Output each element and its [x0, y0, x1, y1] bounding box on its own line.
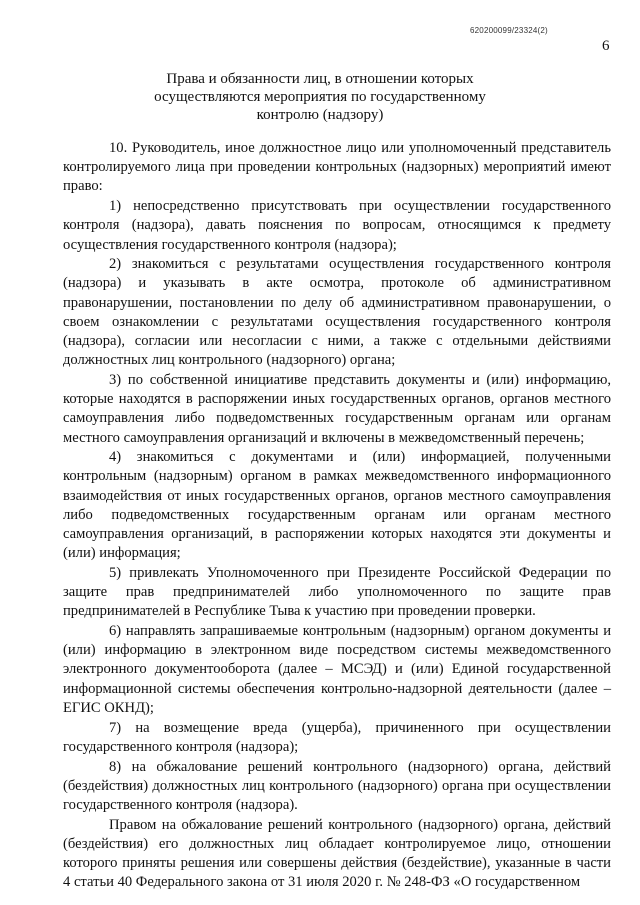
paragraph-right-1: 1) непосредственно присутствовать при осуществлении государственного контроля (надзора), давать пояснения по вопросам, относящимся к предмету осуществления государственного контроля (надзора); — [63, 198, 611, 253]
section-title-line: контролю (надзору) — [256, 107, 384, 123]
section-title — [0, 70, 640, 124]
paragraph-right-5: 5) привлекать Уполномоченного при Президенте Российской Федерации по защите прав предпринимателей либо уполномоченного по защите прав предпринимателей в Республике Тыва к участию при проведении проверки. — [63, 564, 611, 620]
section-title-line: осуществляются мероприятия по государственному — [154, 89, 486, 105]
paragraph-appeal: Правом на обжалование решений контрольного (надзорного) органа, действий (бездействия) его должностных лиц обладает контролируемое лицо, отношении которого приняты решения или совершены действия (бездействие), указанные в части 4 статьи 40 Федерального закона от 31 июля 2020 г. № 248-ФЗ «О государственном — [63, 816, 611, 891]
page-number: 6 — [602, 38, 610, 54]
paragraph-right-2: 2) знакомиться с результатами осуществления государственного контроля (надзора) и указывать в акте осмотра, протоколе об административном правонарушении, постановлении по делу об административном правонарушении, о своем ознакомлении с результатами осуществления государственного контроля (надзора), согласии или несогласии с ними, а также с отдельными действиями должностных лиц контрольного (надзорного) органа; — [63, 256, 611, 369]
document-id: 620200099/23324(2) — [470, 26, 548, 35]
paragraph-right-8: 8) на обжалование решений контрольного (надзорного) органа, действий (бездействия) должностных лиц контрольного (надзорного) органа при осуществлении государственного контроля (надзора). — [63, 758, 611, 813]
paragraph-10-intro: 10. Руководитель, иное должностное лицо или уполномоченный представитель контролируемого лица при проведении контрольных (надзорных) мероприятий имеют право: — [63, 140, 611, 195]
paragraph-right-3: 3) по собственной инициативе представить документы и (или) информацию, которые находятся в распоряжении иных государственных органов, органов местного самоуправления либо подведомственных государственным органам или органам местного самоуправления организаций и включены в межведомственный перечень; — [63, 371, 611, 446]
paragraph-right-4: 4) знакомиться с документами и (или) информацией, полученными контрольным (надзорным) органом в рамках межведомственного информационного взаимодействия от иных государственных органов, органов местного самоуправления либо подведомственных государственным органам или органам местного самоуправления организаций, в распоряжении которых находятся эти документы и (или) информация; — [63, 449, 611, 562]
section-title-line: Права и обязанности лиц, в отношении которых — [166, 71, 474, 87]
document-body — [63, 139, 611, 893]
paragraph-right-6: 6) направлять запрашиваемые контрольным (надзорным) органом документы и (или) информацию в электронном виде посредством системы межведомственного электронного документооборота (далее – МСЭД) и (или) Единой государственной информационной системы обеспечения контрольно-надзорной деятельности (далее – ЕГИС ОКНД); — [63, 623, 611, 716]
paragraph-right-7: 7) на возмещение вреда (ущерба), причиненного при осуществлении государственного контроля (надзора); — [63, 719, 611, 755]
